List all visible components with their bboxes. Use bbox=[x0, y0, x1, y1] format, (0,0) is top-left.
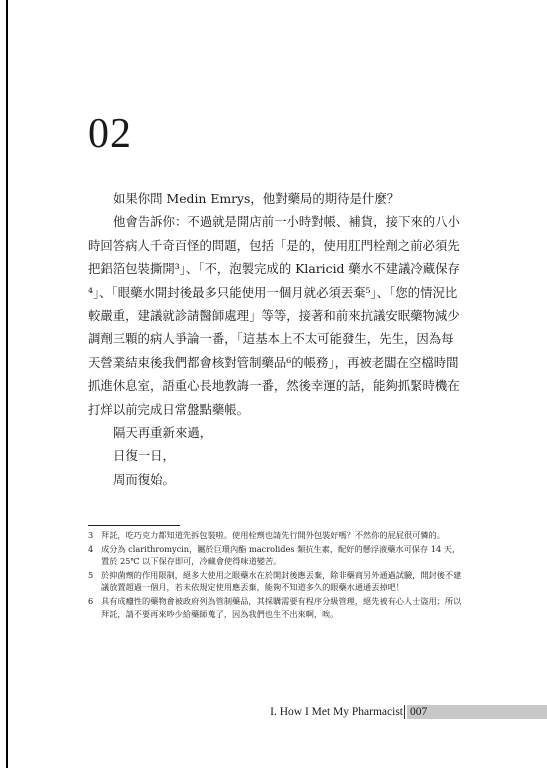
paragraph-3: 隔天再重新來過， bbox=[113, 425, 213, 441]
page-footer bbox=[0, 705, 547, 719]
footnote-number: 4 bbox=[88, 543, 94, 554]
footer-divider bbox=[404, 705, 405, 719]
paragraph-1: 如果你問 Medin Emrys，他對藥局的期待是什麼？ bbox=[113, 191, 400, 206]
paragraph-4: 日復一日， bbox=[113, 448, 175, 464]
footnote bbox=[88, 529, 462, 542]
footnote bbox=[88, 543, 462, 568]
footnote-number: 3 bbox=[88, 530, 94, 540]
footnote-separator bbox=[88, 525, 180, 526]
footnote-text: 具有成癮性的藥物會被政府列為管制藥品，其採購需要有程序分級管理，絕先被有心人士盜用；所以拜託，請不要再來吵少給藥師蒐了，因為我們也生不出來啊，唉。 bbox=[101, 595, 462, 619]
footnote bbox=[88, 595, 462, 620]
page-edge-rule bbox=[6, 0, 8, 768]
running-title: I. How I Met My Pharmacist bbox=[270, 706, 403, 718]
footnote-text: 於抑菌劑的作用限制，絕多大使用之眼藥水在於開封後應丟棄，除非藥商另外通過試驗，開封後不建議放置超過一個月，若未依規定使用應丟棄，能夠不知道多久的眼藥水通通丟掉吧！ bbox=[101, 569, 462, 593]
paragraph-2: 他會告訴你：不過就是開店前一小時對帳、補貨，接下來的八小時回答病人千奇百怪的問題，包括「是的，使用肛門栓劑之前必須先把鋁箔包裝撕開³」、「不，泡製完成的 Klaricid 藥水不建議冷藏保存⁴」、「眼藥水開封後最多只能使用一個月就必須丟棄⁵」、「您的情況比較嚴重，建議就診請醫師處理」等等，接著和前來抗議安眠藥物減少調劑三顆的病人爭論一番，「這基本上不太可能發生，先生，因為每天營業結束後我們都會核對管制藥品⁶的帳務」，再被老闆在空檔時間抓進休息室，語重心長地教誨一番，然後幸運的話，能夠抓緊時機在打烊以前完成日常盤點藥帳。 bbox=[88, 214, 460, 417]
footnote-text: 拜託，吃巧克力都知道先拆包裝啦。使用栓劑也請先行開外包裝好嗎？不然你的屁屁很可憐的。 bbox=[101, 530, 445, 540]
footnote-number: 6 bbox=[88, 595, 94, 606]
main-text bbox=[88, 187, 463, 491]
footnote-number: 5 bbox=[88, 569, 94, 580]
footnotes bbox=[88, 529, 462, 621]
footnote-text: 成分為 clarithromycin，屬於巨環內酯 macrolides 類抗生素，配好的懸浮液藥水可保存 14 天，置於 25℃ 以下保存即可，冷藏會使得味道變苦。 bbox=[101, 543, 461, 567]
page-number: 007 bbox=[407, 705, 547, 719]
paragraph-5: 周而復始。 bbox=[113, 471, 175, 487]
chapter-number: 02 bbox=[88, 111, 132, 157]
footnote bbox=[88, 569, 462, 594]
